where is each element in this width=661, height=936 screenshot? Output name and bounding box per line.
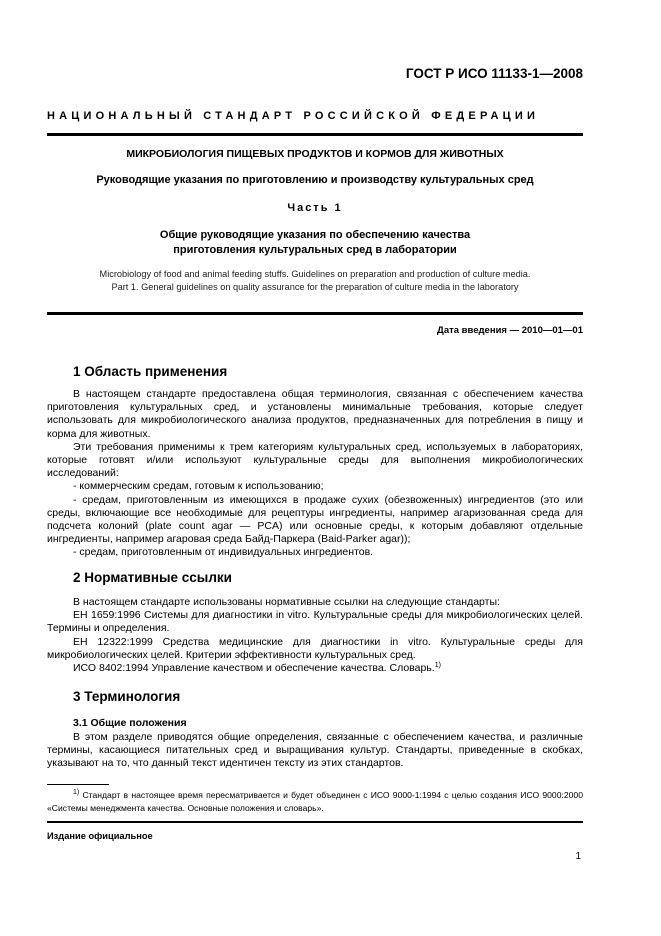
title-main: МИКРОБИОЛОГИЯ ПИЩЕВЫХ ПРОДУКТОВ И КОРМОВ ДЛЯ ЖИВОТНЫХ xyxy=(126,148,504,160)
subsection-3-1-body xyxy=(47,731,583,771)
reference-item xyxy=(47,662,583,675)
section-2-heading: 2 Нормативные ссылки xyxy=(73,570,232,585)
part-title-line1: Общие руководящие указания по обеспечению качества xyxy=(159,229,471,241)
paragraph: В настоящем стандарте использованы нормативные ссылки на следующие стандарты: xyxy=(73,596,500,608)
paragraph: В этом разделе приводятся общие определения, связанные с обеспечением качества, и различные термины, касающиеся питательных сред и выращивания культур. Стандарты, приведенные в скобках, указывают на то, что данный текст идентичен тексту из этих стандартов. xyxy=(47,731,583,770)
footnote-separator xyxy=(47,784,109,785)
reference-text: ИСО 8402:1994 Управление качеством и обеспечение качества. Словарь. xyxy=(73,662,435,675)
section-2-body xyxy=(47,596,583,675)
gost-code: ГОСТ Р ИСО 11133-1—2008 xyxy=(405,66,583,81)
footnote-reference[interactable]: 1) xyxy=(434,662,441,670)
national-standard-banner: НАЦИОНАЛЬНЫЙ СТАНДАРТ РОССИЙСКОЙ ФЕДЕРАЦИИ xyxy=(47,110,540,122)
section-1-heading: 1 Область применения xyxy=(73,364,228,379)
title-subtitle: Руководящие указания по приготовлению и производству культуральных сред xyxy=(96,174,534,186)
footer-rule xyxy=(47,821,583,823)
middle-rule xyxy=(47,312,583,315)
section-3-heading: 3 Терминология xyxy=(73,689,181,704)
introduction-date: Дата введения — 2010—01—01 xyxy=(437,325,583,336)
list-item: - средам, приготовленным из имеющихся в продаже сухих (обезвоженных) ингредиентов (это или среды, включающие все необходимые для рецептуры ингредиенты, например агаризованная среда для подсчета колоний (plate count agar — PCA) или основные среды, к которым добавляют отдельные ингредиенты, например агаровая среда Байд-Паркера (Baid-Parker agar)); xyxy=(47,493,583,546)
english-title-line1: Microbiology of food and animal feeding stuffs. Guidelines on preparation and production of culture media. xyxy=(99,269,531,279)
part-title xyxy=(47,228,583,258)
section-1-body xyxy=(47,388,583,560)
top-rule xyxy=(47,133,583,136)
reference-item: ЕН 12322:1999 Средства медицинские для диагностики in vitro. Культуральные среды для микробиологических целей. Критерии эффективности культуральных сред. xyxy=(47,635,583,661)
footnote-marker: 1) xyxy=(73,789,80,796)
list-item: - средам, приготовленным от индивидуальных ингредиентов. xyxy=(73,546,374,559)
footnote-text: Стандарт в настоящее время пересматривается и будет объединен с ИСО 9000-1:1994 с целью создания ИСО 9000:2000 «Системы менеджмента качества. Основные положения и словарь». xyxy=(47,790,583,813)
title-part: Часть 1 xyxy=(287,202,343,214)
footnote xyxy=(47,789,583,815)
english-title xyxy=(47,268,583,294)
list-item: - коммерческим средам, готовым к использованию; xyxy=(73,480,324,493)
page-number: 1 xyxy=(575,851,581,862)
official-edition-label: Издание официальное xyxy=(47,831,153,841)
part-title-line2: приготовления культуральных сред в лаборатории xyxy=(173,244,457,256)
reference-item: ЕН 1659:1996 Системы для диагностики in vitro. Культуральные среды для микробиологических целей. Термины и определения. xyxy=(47,609,583,635)
paragraph: В настоящем стандарте предоставлена общая терминология, связанная с обеспечением качества приготовления культуральных сред, и установлены минимальные требования, которые следует использовать для микробиологического анализа продуктов, предназначенных для потребления в пищу и корма для животных. xyxy=(47,388,583,440)
paragraph: Эти требования применимы к трем категориям культуральных сред, используемых в лабораториях, которые готовят и/или используют культуральные среды для выполнения микробиологических исследований: xyxy=(47,440,583,480)
subsection-3-1-heading: 3.1 Общие положения xyxy=(73,717,187,729)
english-title-line2: Part 1. General guidelines on quality assurance for the preparation of culture media in the laboratory xyxy=(111,282,519,292)
